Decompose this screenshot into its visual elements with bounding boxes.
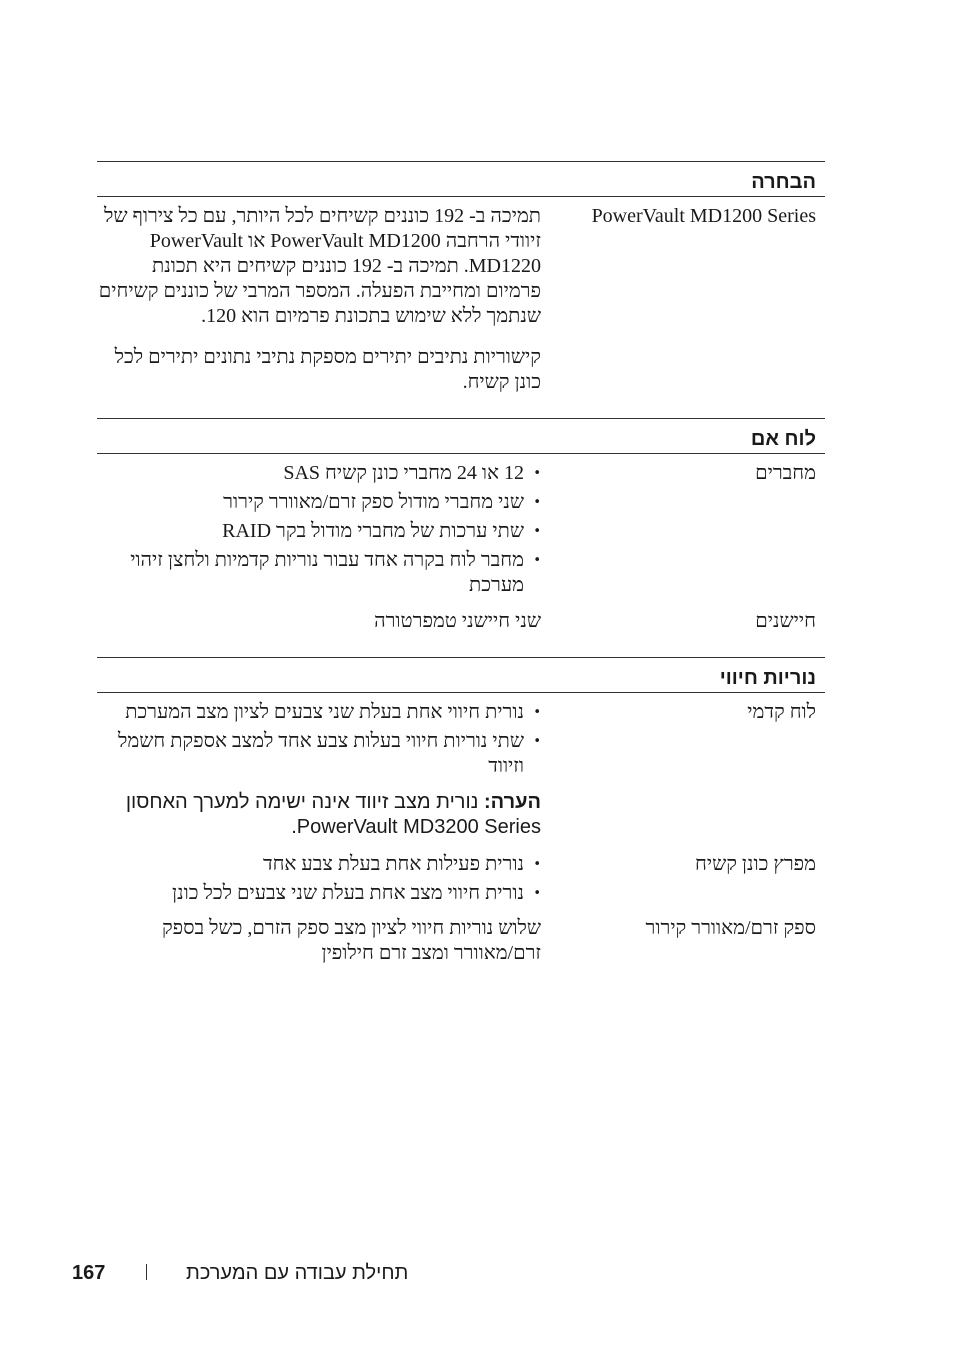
row-power-supply <box>97 906 825 966</box>
note <box>97 790 541 840</box>
note-text: נורית מצב זיווד אינה ישימה למערך האחסון PowerVault MD3200 Series. <box>125 791 541 838</box>
spec-table <box>97 161 825 966</box>
footer-title: תחילת עבודה עם המערכת <box>186 1262 409 1284</box>
section-heading-backplane: לוח אם <box>97 418 825 454</box>
row-label: PowerVault MD1200 Series <box>591 205 816 227</box>
row-label: חיישנים <box>755 610 816 632</box>
list-item: • שתי ערכות של מחברי מודול בקר RAID <box>97 519 541 544</box>
row-front-panel <box>97 693 825 840</box>
list-item: • שתי נוריות חיווי בעלות צבע אחד למצב אספקת חשמל וזיווד <box>97 729 541 779</box>
row-sensors <box>97 598 825 657</box>
row-powervault <box>97 197 825 418</box>
bullet-list <box>97 700 541 779</box>
page-number: 167 <box>72 1262 106 1284</box>
row-value <box>97 461 557 598</box>
row-value <box>97 700 557 840</box>
row-value <box>97 852 557 906</box>
row-connectors <box>97 454 825 598</box>
row-drive-bay <box>97 840 825 906</box>
row-label: לוח קדמי <box>747 701 816 723</box>
row-label: ספק זרם/מאוורר קירור <box>645 917 816 939</box>
section-heading-selection: הבחרה <box>97 161 825 197</box>
list-item: • 12 או 24 מחברי כונן קשיח SAS <box>97 461 541 486</box>
row-label: מפרץ כונן קשיח <box>694 853 816 875</box>
footer-divider <box>146 1264 147 1280</box>
note-label: הערה: <box>484 791 541 813</box>
section-heading-leds: נוריות חיווי <box>97 657 825 693</box>
row-value <box>97 204 557 395</box>
list-item: • נורית חיווי מצב אחת בעלת שני צבעים לכל כונן <box>97 881 541 906</box>
bullet-list <box>97 461 541 598</box>
row-value: שלוש נוריות חיווי לציון מצב ספק הזרם, כשל בספק זרם/מאוורר ומצב זרם חילופין <box>161 917 541 964</box>
row-label: מחברים <box>755 462 816 484</box>
row-value: שני חיישני טמפרטורה <box>374 610 541 632</box>
bullet-list <box>97 852 541 906</box>
paragraph: תמיכה ב- 192 כוננים קשיחים לכל היותר, עם כל צירוף של זיוודי הרחבה PowerVault MD1200 או PowerVault MD1220. תמיכה ב- 192 כוננים קשיחים היא תכונת פרמיום ומחייבת הפעלה. המספר המרבי של כוננים קשיחים שנתמך ללא שימוש בתכונת פרמיום הוא 120. <box>98 205 541 327</box>
list-item: • נורית חיווי אחת בעלת שני צבעים לציון מצב המערכת <box>97 700 541 725</box>
list-item: • שני מחברי מודול ספק זרם/מאוורר קירור <box>97 490 541 515</box>
list-item: • נורית פעילות אחת בעלת צבע אחד <box>97 852 541 877</box>
list-item: • מחבר לוח בקרה אחד עבור נוריות קדמיות ולחצן זיהוי מערכת <box>97 548 541 598</box>
paragraph: קישוריות נתיבים יתירים מספקת נתיבי נתונים יתירים לכל כונן קשיח. <box>114 346 541 393</box>
